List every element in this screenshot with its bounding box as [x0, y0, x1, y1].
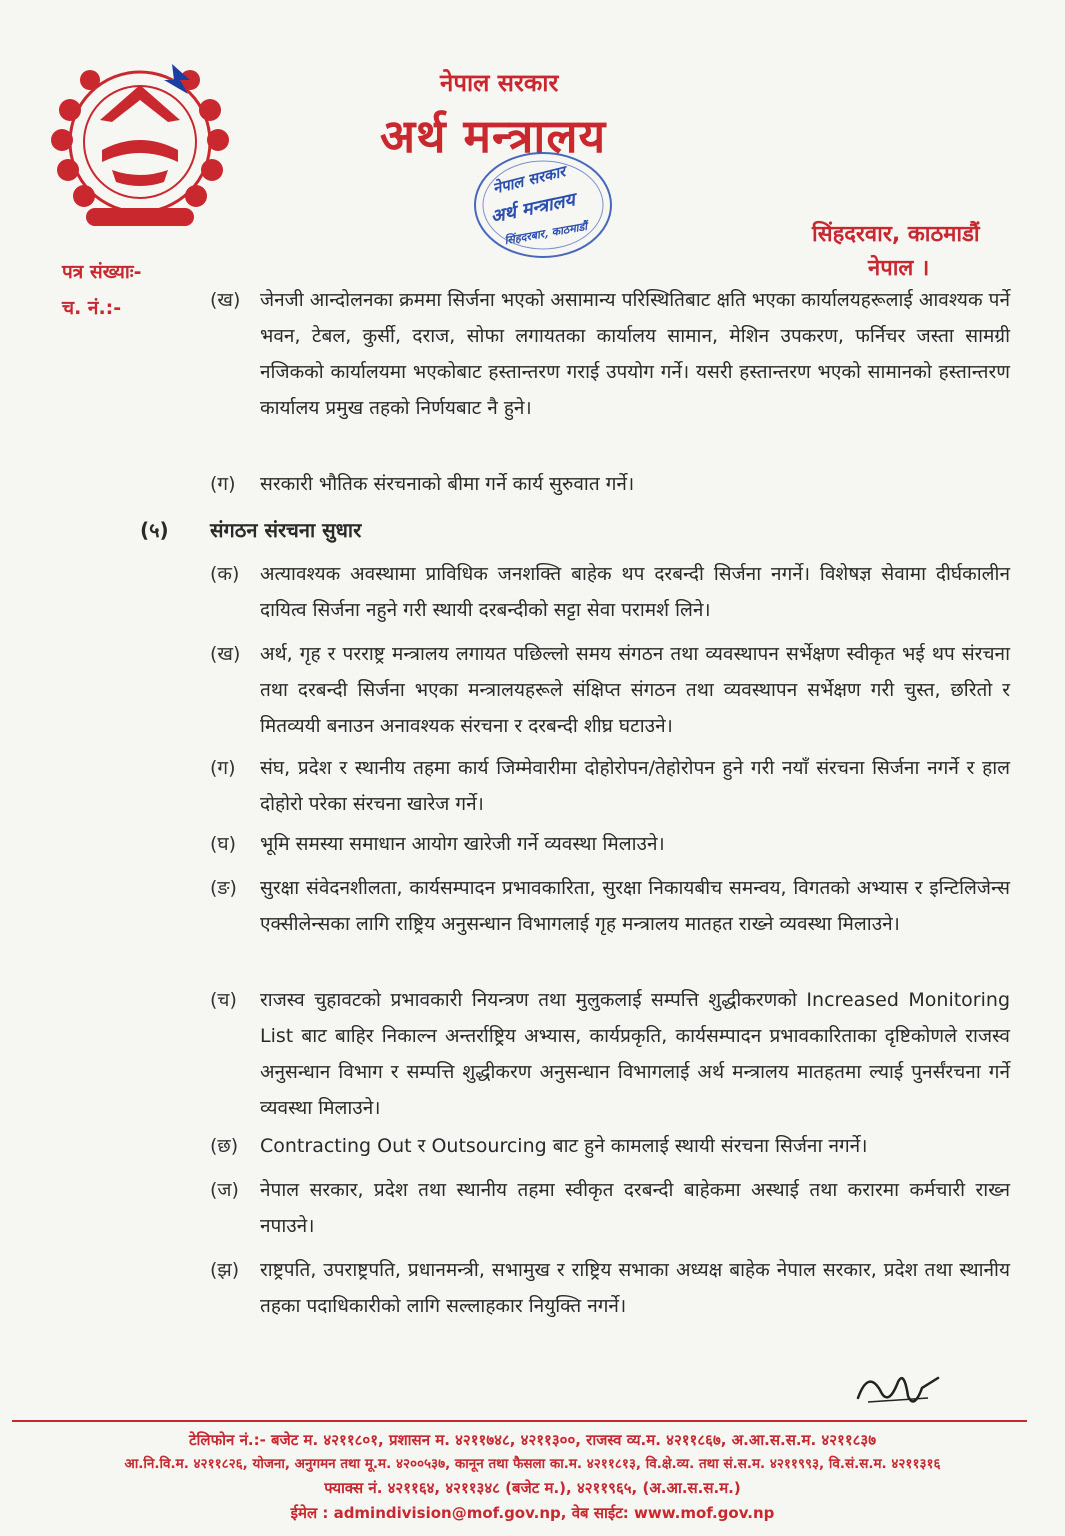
- footer-phone-line-2: आ.नि.वि.म. ४२११८२६, योजना, अनुगमन तथा मू.म. ४२००५३७, कानून तथा फैसला का.म. ४२११८१३, वि.क्षे.व्य. तथा सं.स.म. ४२११९९३, वि.सं.स.म. ४२११३१६: [124, 1456, 941, 1472]
- item-text: राष्ट्रपति, उपराष्ट्रपति, प्रधानमन्त्री, सभामुख र राष्ट्रिय सभाका अध्यक्ष बाहेक नेपाल सरकार, प्रदेश तथा स्थानीय तहका पदाधिकारीको लागि सल्लाहकार नियुक्ति नगर्ने।: [260, 1259, 1010, 1317]
- footer-divider: [12, 1420, 1027, 1422]
- item-marker: (च): [210, 989, 237, 1011]
- address-line-2: नेपाल ।: [868, 256, 930, 281]
- item-marker: (झ): [210, 1259, 240, 1281]
- footer-phone-line-1: टेलिफोन नं.:- बजेट म. ४२११८०१, प्रशासन म. ४२११७४८, ४२११३००, राजस्व व्य.म. ४२११८६७, अ.आ.स.स.म. ४२११८३७: [188, 1431, 877, 1449]
- list-item: [210, 1252, 1010, 1324]
- item-marker: (ख): [210, 643, 241, 665]
- footer-fax-line: फ्याक्स नं. ४२११६४, ४२११३४८ (बजेट म.), ४२११९६५, (अ.आ.स.स.म.): [324, 1479, 741, 1497]
- item-text: Contracting Out र Outsourcing बाट हुने कामलाई स्थायी संरचना सिर्जना नगर्ने।: [260, 1135, 868, 1157]
- item-text: सुरक्षा संवेदनशीलता, कार्यसम्पादन प्रभावकारिता, सुरक्षा निकायबीच समन्वय, विगतको अभ्यास र इन्टिलिजेन्स एक्सीलेन्सका लागि राष्ट्रिय अनुसन्धान विभागलाई गृह मन्त्रालय मातहत राख्ने व्यवस्था मिलाउने।: [260, 877, 1010, 935]
- list-item: [210, 982, 1010, 1126]
- item-marker: (ज): [210, 1179, 239, 1201]
- item-marker: (ग): [210, 473, 236, 495]
- item-marker: (ङ): [210, 877, 237, 899]
- item-marker: (घ): [210, 833, 237, 855]
- item-text: सरकारी भौतिक संरचनाको बीमा गर्ने कार्य सुरुवात गर्ने।: [260, 473, 635, 495]
- nepal-emblem-icon: [40, 50, 240, 240]
- item-marker: (ख): [210, 289, 241, 311]
- item-marker: (छ): [210, 1135, 239, 1157]
- letter-number-label: पत्र संख्याः-: [62, 261, 142, 283]
- list-item: [210, 750, 1010, 822]
- section-title: संगठन संरचना सुधार: [210, 518, 362, 542]
- list-item: [210, 870, 1010, 942]
- seal-line-3: सिंहदरबार, काठमाडौं: [503, 219, 589, 248]
- seal-line-1: नेपाल सरकार: [490, 162, 568, 198]
- ministry-name: अर्थ मन्त्रालय: [380, 109, 607, 163]
- ministry-seal-stamp: [468, 150, 618, 270]
- address-line-1: सिंहदरवार, काठमाडौं: [812, 222, 980, 247]
- section-number: (५): [140, 518, 169, 542]
- item-text: नेपाल सरकार, प्रदेश तथा स्थानीय तहमा स्वीकृत दरबन्दी बाहेकमा अस्थाई तथा करारमा कर्मचारी राख्न नपाउने।: [260, 1179, 1010, 1237]
- dispatch-number-label: च. नं.:-: [62, 297, 122, 319]
- list-item: [210, 556, 1010, 628]
- item-text: भूमि समस्या समाधान आयोग खारेजी गर्ने व्यवस्था मिलाउने।: [260, 833, 665, 855]
- list-item: [210, 1172, 1010, 1244]
- item-text: जेनजी आन्दोलनका क्रममा सिर्जना भएको असामान्य परिस्थितिबाट क्षति भएका कार्यालयहरूलाई आवश्यक पर्ने भवन, टेबल, कुर्सी, दराज, सोफा लगायतका कार्यालय सामान, मेशिन उपकरण, फर्निचर जस्ता सामग्री नजिकको कार्यालयमा भएकोबाट हस्तान्तरण गराई उपयोग गर्ने। यसरी हस्तान्तरण भएको सामानको हस्तान्तरण कार्यालय प्रमुख तहको निर्णयबाट नै हुने।: [260, 289, 1010, 419]
- signature-icon: [848, 1360, 948, 1420]
- list-item: [210, 826, 1010, 862]
- list-item: [210, 1128, 1010, 1164]
- seal-line-2: अर्थ मन्त्रालय: [488, 189, 577, 228]
- item-text: अत्यावश्यक अवस्थामा प्राविधिक जनशक्ति बाहेक थप दरबन्दी सिर्जना नगर्ने। विशेषज्ञ सेवामा दीर्घकालीन दायित्व सिर्जना नहुने गरी स्थायी दरबन्दीको सट्टा सेवा परामर्श लिने।: [260, 563, 1010, 621]
- item-marker: (क): [210, 563, 240, 585]
- item-text: अर्थ, गृह र परराष्ट्र मन्त्रालय लगायत पछिल्लो समय संगठन तथा व्यवस्थापन सर्भेक्षण स्वीकृत भई थप संरचना तथा दरबन्दी सिर्जना भएका मन्त्रालयहरूले संक्षिप्त संगठन तथा व्यवस्थापन सर्भेक्षण गरी चुस्त, छरितो र मितव्ययी बनाउन अनावश्यक संरचना र दरबन्दी शीघ्र घटाउने।: [260, 643, 1010, 737]
- government-name: नेपाल सरकार: [440, 69, 559, 97]
- item-marker: (ग): [210, 757, 236, 779]
- list-item: [210, 466, 1010, 502]
- item-text: राजस्व चुहावटको प्रभावकारी नियन्त्रण तथा मुलुकलाई सम्पत्ति शुद्धीकरणको Increased Monitoring List बाट बाहिर निकाल्न अन्तर्राष्ट्रिय अभ्यास, कार्यप्रकृति, कार्यसम्पादन प्रभावकारिताका दृष्टिकोणले राजस्व अनुसन्धान विभाग र सम्पत्ति शुद्धीकरण अनुसन्धान विभागलाई अर्थ मन्त्रालय मातहतमा ल्याई पुनर्संरचना गर्ने व्यवस्था मिलाउने।: [260, 989, 1010, 1119]
- list-item: [210, 636, 1010, 744]
- footer-email-web-line: ईमेल : admindivision@mof.gov.np, वेब साईट: www.mof.gov.np: [290, 1504, 775, 1522]
- item-text: संघ, प्रदेश र स्थानीय तहमा कार्य जिम्मेवारीमा दोहोरोपन/तेहोरोपन हुने गरी नयाँ संरचना सिर्जना नगर्ने र हाल दोहोरो परेका संरचना खारेज गर्ने।: [260, 757, 1010, 815]
- list-item: [210, 282, 1010, 426]
